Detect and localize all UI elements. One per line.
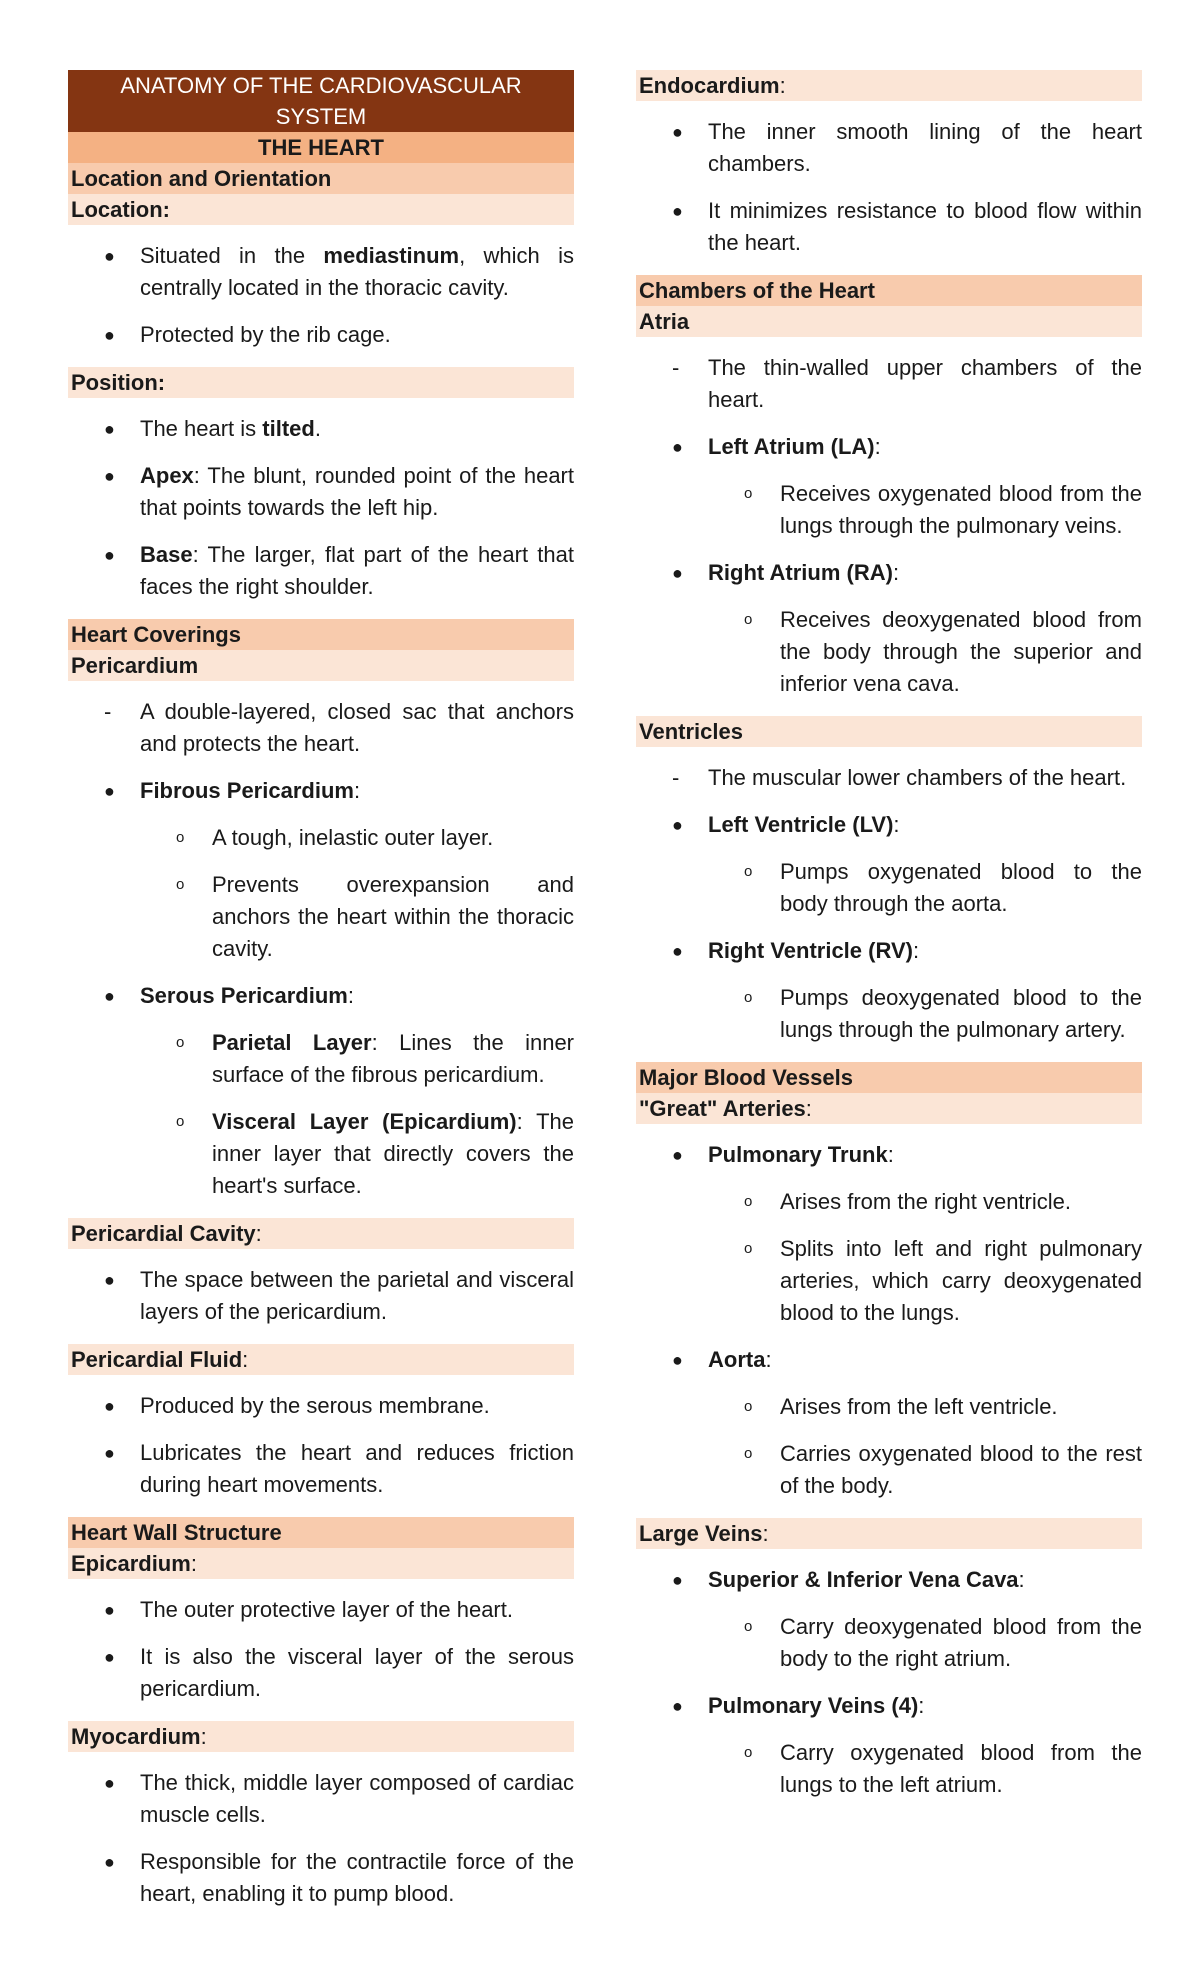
list-item: ● Responsible for the contractile force of the heart, enabling it to pump blood.	[68, 1846, 574, 1910]
list-item: o Arises from the left ventricle.	[636, 1391, 1142, 1423]
bullet-icon: ●	[104, 545, 115, 565]
circle-bullet-icon: o	[744, 1445, 753, 1462]
list-item: ● Base: The larger, flat part of the heart that faces the right shoulder.	[68, 539, 574, 603]
list-item: ● Produced by the serous membrane.	[68, 1390, 574, 1422]
list-item: - A double-layered, closed sac that anchors and protects the heart.	[68, 696, 574, 760]
location-list	[68, 240, 574, 351]
subheading-location	[68, 194, 574, 225]
bullet-icon: ●	[104, 1600, 115, 1620]
circle-bullet-icon: o	[744, 1240, 753, 1257]
list-item: ● The outer protective layer of the heart.	[68, 1594, 574, 1626]
list-item: ● Serous Pericardium: o Parietal Layer: Lines the inner surface of the fibrous pericardium. o Visceral Layer (Epicardium): The inner layer that directly covers the heart's surface.	[68, 980, 574, 1202]
bullet-icon: ●	[104, 986, 115, 1006]
subheading-pericardial-fluid: Pericardial Fluid:	[68, 1344, 574, 1375]
circle-bullet-icon: o	[744, 1744, 753, 1761]
list-item: ● Pulmonary Trunk: o Arises from the right ventricle. o Splits into left and right pulmonary arteries, which carry deoxygenated blood to the lungs.	[636, 1139, 1142, 1329]
bullet-icon: ●	[104, 1647, 115, 1667]
list-item: ● Situated in the mediastinum, which is centrally located in the thoracic cavity.	[68, 240, 574, 304]
epicardium-list	[68, 1594, 574, 1705]
bullet-icon: ●	[104, 1396, 115, 1416]
subheading-atria: Atria	[636, 306, 1142, 337]
list-item: ● Left Atrium (LA): o Receives oxygenated blood from the lungs through the pulmonary veins.	[636, 431, 1142, 542]
circle-bullet-icon: o	[176, 1034, 185, 1051]
list-item: o Receives oxygenated blood from the lungs through the pulmonary veins.	[636, 478, 1142, 542]
aorta-sublist	[636, 1391, 1142, 1502]
endocardium-list	[636, 116, 1142, 259]
list-item: o Arises from the right ventricle.	[636, 1186, 1142, 1218]
list-item: - The muscular lower chambers of the heart.	[636, 762, 1142, 794]
trunk-sublist	[636, 1186, 1142, 1329]
bullet-icon: ●	[672, 201, 683, 221]
bullet-icon: ●	[104, 1852, 115, 1872]
dash-icon: -	[672, 765, 680, 790]
circle-bullet-icon: o	[744, 989, 753, 1006]
bullet-icon: ●	[672, 1145, 683, 1165]
list-item: ● Protected by the rib cage.	[68, 319, 574, 351]
subheading-epicardium: Epicardium:	[68, 1548, 574, 1579]
list-item: o Prevents overexpansion and anchors the heart within the thoracic cavity.	[68, 869, 574, 965]
heading-heart-coverings: Heart Coverings	[68, 619, 574, 650]
pericardium-list	[68, 696, 574, 1202]
list-item: o Carry oxygenated blood from the lungs to the left atrium.	[636, 1737, 1142, 1801]
ventricles-list	[636, 762, 1142, 1046]
subheading-pericardium: Pericardium	[68, 650, 574, 681]
list-item: o Splits into left and right pulmonary arteries, which carry deoxygenated blood to the lungs.	[636, 1233, 1142, 1329]
list-item: o Receives deoxygenated blood from the body through the superior and inferior vena cava.	[636, 604, 1142, 700]
fibrous-sublist	[68, 822, 574, 965]
bullet-icon: ●	[104, 419, 115, 439]
left-column	[68, 70, 574, 1910]
cavity-list	[68, 1264, 574, 1328]
dash-icon: -	[104, 699, 112, 724]
circle-bullet-icon: o	[744, 1193, 753, 1210]
myocardium-list	[68, 1767, 574, 1910]
list-item: ● Left Ventricle (LV): o Pumps oxygenated blood to the body through the aorta.	[636, 809, 1142, 920]
list-item: ● The thick, middle layer composed of cardiac muscle cells.	[68, 1767, 574, 1831]
heading-chambers: Chambers of the Heart	[636, 275, 1142, 306]
list-item: ● The space between the parietal and visceral layers of the pericardium.	[68, 1264, 574, 1328]
lv-sublist	[636, 856, 1142, 920]
subheading-location-label: Location:	[71, 197, 170, 222]
subheading-great-arteries: "Great" Arteries:	[636, 1093, 1142, 1124]
serous-sublist	[68, 1027, 574, 1202]
dash-icon: -	[672, 355, 680, 380]
pulmonary-veins-sublist	[636, 1737, 1142, 1801]
list-item: o Pumps oxygenated blood to the body through the aorta.	[636, 856, 1142, 920]
subheading-ventricles: Ventricles	[636, 716, 1142, 747]
heading-heart-wall-structure: Heart Wall Structure	[68, 1517, 574, 1548]
bullet-icon: ●	[672, 122, 683, 142]
list-item: ● Pulmonary Veins (4): o Carry oxygenated blood from the lungs to the left atrium.	[636, 1690, 1142, 1801]
subheading-position: Position:	[68, 367, 574, 398]
list-item: o Carries oxygenated blood to the rest of the body.	[636, 1438, 1142, 1502]
list-item: ● Apex: The blunt, rounded point of the heart that points towards the left hip.	[68, 460, 574, 524]
circle-bullet-icon: o	[176, 829, 185, 846]
bullet-icon: ●	[104, 1773, 115, 1793]
list-item: ● Lubricates the heart and reduces friction during heart movements.	[68, 1437, 574, 1501]
circle-bullet-icon: o	[176, 876, 185, 893]
bullet-icon: ●	[104, 1270, 115, 1290]
list-item: o Visceral Layer (Epicardium): The inner layer that directly covers the heart's surface.	[68, 1106, 574, 1202]
circle-bullet-icon: o	[176, 1113, 185, 1130]
list-item: ● Right Atrium (RA): o Receives deoxygenated blood from the body through the superior and inferior vena cava.	[636, 557, 1142, 700]
list-item: ● Superior & Inferior Vena Cava: o Carry deoxygenated blood from the body to the right atrium.	[636, 1564, 1142, 1675]
list-item: ● Fibrous Pericardium: o A tough, inelastic outer layer. o Prevents overexpansion and anchors the heart within the thoracic cavity.	[68, 775, 574, 965]
fluid-list	[68, 1390, 574, 1501]
bullet-icon: ●	[672, 815, 683, 835]
circle-bullet-icon: o	[744, 485, 753, 502]
list-item: ● The inner smooth lining of the heart chambers.	[636, 116, 1142, 180]
circle-bullet-icon: o	[744, 611, 753, 628]
list-item: o Carry deoxygenated blood from the body to the right atrium.	[636, 1611, 1142, 1675]
bullet-icon: ●	[104, 1443, 115, 1463]
list-item: o Pumps deoxygenated blood to the lungs through the pulmonary artery.	[636, 982, 1142, 1046]
bullet-icon: ●	[104, 246, 115, 266]
section-title-the-heart: THE HEART	[68, 132, 574, 163]
bullet-icon: ●	[672, 563, 683, 583]
bullet-icon: ●	[104, 781, 115, 801]
subheading-endocardium: Endocardium:	[636, 70, 1142, 101]
bullet-icon: ●	[672, 941, 683, 961]
bullet-icon: ●	[104, 325, 115, 345]
heading-major-blood-vessels: Major Blood Vessels	[636, 1062, 1142, 1093]
heading-location-orientation: Location and Orientation	[68, 163, 574, 194]
bullet-icon: ●	[672, 437, 683, 457]
list-item: - The thin-walled upper chambers of the heart.	[636, 352, 1142, 416]
list-item: ● Right Ventricle (RV): o Pumps deoxygenated blood to the lungs through the pulmonary artery.	[636, 935, 1142, 1046]
circle-bullet-icon: o	[744, 863, 753, 880]
list-item: ● Aorta: o Arises from the left ventricle. o Carries oxygenated blood to the rest of the body.	[636, 1344, 1142, 1502]
bullet-icon: ●	[104, 466, 115, 486]
list-item: o Parietal Layer: Lines the inner surface of the fibrous pericardium.	[68, 1027, 574, 1091]
ra-sublist	[636, 604, 1142, 700]
right-column	[636, 70, 1142, 1801]
list-item: o A tough, inelastic outer layer.	[68, 822, 574, 854]
list-item: ● It is also the visceral layer of the serous pericardium.	[68, 1641, 574, 1705]
bullet-icon: ●	[672, 1696, 683, 1716]
list-item: ● It minimizes resistance to blood flow within the heart.	[636, 195, 1142, 259]
circle-bullet-icon: o	[744, 1618, 753, 1635]
la-sublist	[636, 478, 1142, 542]
rv-sublist	[636, 982, 1142, 1046]
vena-cava-sublist	[636, 1611, 1142, 1675]
subheading-pericardial-cavity: Pericardial Cavity:	[68, 1218, 574, 1249]
list-item: ● The heart is tilted.	[68, 413, 574, 445]
atria-list	[636, 352, 1142, 700]
position-list	[68, 413, 574, 603]
subheading-myocardium: Myocardium:	[68, 1721, 574, 1752]
arteries-list	[636, 1139, 1142, 1502]
bullet-icon: ●	[672, 1570, 683, 1590]
circle-bullet-icon: o	[744, 1398, 753, 1415]
subheading-large-veins: Large Veins:	[636, 1518, 1142, 1549]
bullet-icon: ●	[672, 1350, 683, 1370]
veins-list	[636, 1564, 1142, 1801]
document-title: ANATOMY OF THE CARDIOVASCULAR SYSTEM	[68, 70, 574, 132]
